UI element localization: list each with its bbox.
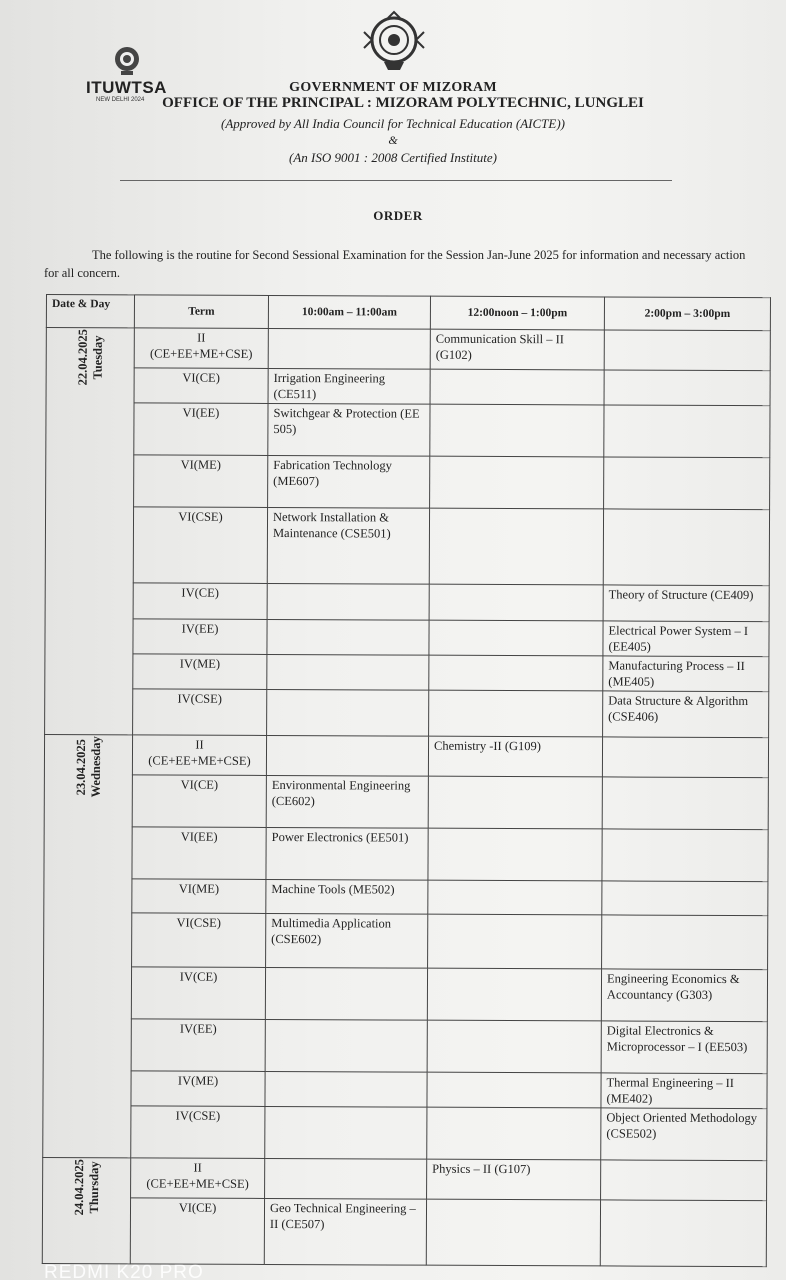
slot-3-cell bbox=[601, 1160, 767, 1201]
slot-1-cell: Power Electronics (EE501) bbox=[266, 827, 428, 880]
slot-3-cell bbox=[604, 405, 770, 458]
term-cell: IV(ME) bbox=[131, 1071, 265, 1107]
table-header-row bbox=[46, 295, 770, 331]
table-row bbox=[43, 966, 767, 1021]
exam-day: Tuesday bbox=[90, 335, 105, 380]
slot-3-cell bbox=[602, 881, 768, 916]
table-row bbox=[43, 1070, 767, 1108]
slot-3-cell bbox=[604, 457, 770, 510]
slot-3-cell bbox=[603, 509, 769, 586]
intro-paragraph: The following is the routine for Second Sessional Examination for the Session Jan-June 2025 for information and necessary action for all concern. bbox=[44, 248, 746, 280]
table-row bbox=[45, 618, 769, 656]
slot-3-cell: Engineering Economics & Accountancy (G303) bbox=[601, 969, 767, 1022]
slot-2-cell bbox=[428, 828, 602, 881]
table-row bbox=[45, 688, 769, 737]
slot-3-cell bbox=[604, 330, 770, 371]
slot-1-cell bbox=[265, 967, 427, 1020]
date-label bbox=[75, 329, 105, 385]
office-heading: OFFICE OF THE PRINCIPAL : MIZORAM POLYTECHNIC, LUNGLEI bbox=[162, 95, 644, 111]
slot-1-cell: Geo Technical Engineering – II (CE507) bbox=[264, 1198, 426, 1265]
slot-3-cell: Manufacturing Process – II (ME405) bbox=[603, 656, 769, 692]
slot-3-cell bbox=[604, 370, 770, 406]
column-header-slot-1: 10:00am – 11:00am bbox=[268, 295, 430, 329]
term-cell: VI(CSE) bbox=[132, 913, 266, 968]
slot-2-cell bbox=[430, 369, 604, 405]
slot-1-cell: Fabrication Technology (ME607) bbox=[268, 455, 430, 508]
slot-2-cell bbox=[429, 655, 603, 691]
slot-1-cell bbox=[267, 583, 429, 620]
table-row bbox=[46, 403, 770, 458]
slot-3-cell bbox=[602, 777, 768, 830]
slot-2-cell bbox=[427, 1107, 601, 1160]
slot-3-cell: Digital Electronics & Microprocessor – I (EE503) bbox=[601, 1021, 767, 1074]
slot-2-cell bbox=[430, 404, 604, 457]
slot-2-cell bbox=[429, 584, 603, 621]
term-cell: IV(CSE) bbox=[131, 1106, 265, 1159]
slot-2-cell bbox=[429, 620, 603, 656]
term-cell: IV(EE) bbox=[133, 619, 267, 655]
term-cell: VI(ME) bbox=[134, 455, 268, 508]
slot-2-cell bbox=[428, 776, 602, 829]
routine-body bbox=[42, 328, 770, 1267]
camera-watermark: REDMI K20 PRO bbox=[44, 1262, 204, 1280]
slot-2-cell bbox=[427, 1020, 601, 1073]
slot-2-cell bbox=[426, 1199, 600, 1266]
column-header-slot-3: 2:00pm – 3:00pm bbox=[604, 297, 770, 331]
term-cell: VI(CSE) bbox=[133, 507, 267, 584]
slot-2-cell: Chemistry -II (G109) bbox=[428, 736, 602, 777]
table-row bbox=[43, 1105, 767, 1160]
slot-1-cell bbox=[267, 689, 429, 736]
header-divider bbox=[120, 180, 672, 181]
date-day-cell bbox=[42, 1157, 130, 1263]
exam-date: 24.04.2025 bbox=[71, 1159, 86, 1216]
term-cell: IV(ME) bbox=[133, 654, 267, 690]
term-cell: VI(ME) bbox=[132, 879, 266, 914]
term-cell: II (CE+EE+ME+CSE) bbox=[134, 328, 268, 369]
table-row bbox=[44, 826, 768, 881]
slot-2-cell: Physics – II (G107) bbox=[427, 1159, 601, 1200]
term-cell: VI(CE) bbox=[132, 775, 266, 828]
exam-routine-table bbox=[42, 294, 771, 1267]
slot-1-cell bbox=[265, 1071, 427, 1107]
term-cell: VI(CE) bbox=[134, 368, 268, 404]
term-cell: VI(EE) bbox=[134, 403, 268, 456]
slot-1-cell: Machine Tools (ME502) bbox=[266, 879, 428, 914]
ituwtsa-emblem-icon bbox=[112, 44, 142, 78]
slot-3-cell bbox=[602, 737, 768, 778]
exam-date: 22.04.2025 bbox=[75, 329, 90, 386]
slot-1-cell bbox=[265, 1106, 427, 1159]
column-header-slot-2: 12:00noon – 1:00pm bbox=[430, 296, 604, 330]
term-cell: IV(CSE) bbox=[133, 689, 267, 736]
table-row bbox=[44, 912, 768, 969]
term-cell: IV(EE) bbox=[131, 1019, 265, 1072]
table-row bbox=[43, 1018, 767, 1073]
table-row bbox=[44, 774, 768, 829]
table-row bbox=[46, 368, 770, 406]
slot-3-cell bbox=[600, 1200, 766, 1267]
slot-1-cell bbox=[268, 328, 430, 369]
date-day-cell bbox=[43, 734, 133, 1157]
slot-2-cell bbox=[429, 690, 603, 737]
order-title: ORDER bbox=[373, 208, 423, 223]
slot-3-cell: Object Oriented Methodology (CSE502) bbox=[601, 1108, 767, 1161]
slot-3-cell bbox=[602, 915, 768, 970]
slot-1-cell bbox=[267, 619, 429, 655]
slot-3-cell: Data Structure & Algorithm (CSE406) bbox=[603, 691, 769, 738]
slot-1-cell bbox=[267, 654, 429, 690]
logo-text: ITUWTSA bbox=[86, 78, 167, 97]
date-day-cell bbox=[45, 328, 135, 735]
slot-2-cell: Communication Skill – II (G102) bbox=[430, 329, 604, 370]
slot-1-cell bbox=[265, 1158, 427, 1199]
slot-1-cell: Irrigation Engineering (CE511) bbox=[268, 368, 430, 404]
date-label bbox=[71, 1159, 101, 1215]
government-heading: GOVERNMENT OF MIZORAM bbox=[289, 80, 497, 95]
slot-2-cell bbox=[428, 880, 602, 915]
slot-1-cell: Multimedia Application (CSE602) bbox=[266, 913, 428, 968]
table-row bbox=[44, 878, 768, 915]
slot-1-cell: Network Installation & Maintenance (CSE501) bbox=[267, 507, 429, 584]
slot-2-cell bbox=[427, 1072, 601, 1108]
exam-day: Wednesday bbox=[88, 736, 103, 798]
slot-1-cell: Environmental Engineering (CE602) bbox=[266, 775, 428, 828]
slot-3-cell: Theory of Structure (CE409) bbox=[603, 585, 769, 622]
iso-line: (An ISO 9001 : 2008 Certified Institute) bbox=[289, 150, 497, 165]
table-row bbox=[46, 455, 770, 510]
ampersand-line: & bbox=[388, 133, 398, 147]
slot-1-cell: Switchgear & Protection (EE 505) bbox=[268, 403, 430, 456]
term-cell: VI(CE) bbox=[130, 1198, 264, 1265]
exam-day: Thursday bbox=[86, 1161, 101, 1214]
date-label bbox=[73, 736, 103, 797]
term-cell: II (CE+EE+ME+CSE) bbox=[131, 1158, 265, 1199]
slot-3-cell: Electrical Power System – I (EE405) bbox=[603, 621, 769, 657]
table-row bbox=[42, 1197, 766, 1266]
approval-line: (Approved by All India Council for Technical Education (AICTE)) bbox=[221, 116, 565, 131]
table-row bbox=[45, 507, 769, 586]
term-cell: IV(CE) bbox=[133, 583, 267, 620]
table-row bbox=[45, 582, 769, 621]
term-cell: II (CE+EE+ME+CSE) bbox=[132, 735, 266, 776]
slot-3-cell bbox=[602, 829, 768, 882]
exam-date: 23.04.2025 bbox=[73, 738, 88, 795]
column-header-date: Date & Day bbox=[46, 295, 134, 328]
slot-2-cell bbox=[427, 968, 601, 1021]
table-row bbox=[45, 653, 769, 691]
slot-2-cell bbox=[428, 914, 602, 969]
table-row bbox=[43, 1157, 767, 1200]
slot-1-cell bbox=[265, 1019, 427, 1072]
term-cell: VI(EE) bbox=[132, 827, 266, 880]
state-emblem-icon bbox=[360, 10, 428, 74]
slot-1-cell bbox=[266, 735, 428, 776]
logo-subtext: NEW DELHI 2024 bbox=[96, 97, 145, 103]
slot-2-cell bbox=[429, 508, 603, 585]
slot-2-cell bbox=[430, 456, 604, 509]
slot-3-cell: Thermal Engineering – II (ME402) bbox=[601, 1073, 767, 1109]
table-row bbox=[46, 328, 770, 371]
column-header-term: Term bbox=[134, 295, 268, 329]
table-row bbox=[44, 734, 768, 777]
term-cell: IV(CE) bbox=[131, 967, 265, 1020]
